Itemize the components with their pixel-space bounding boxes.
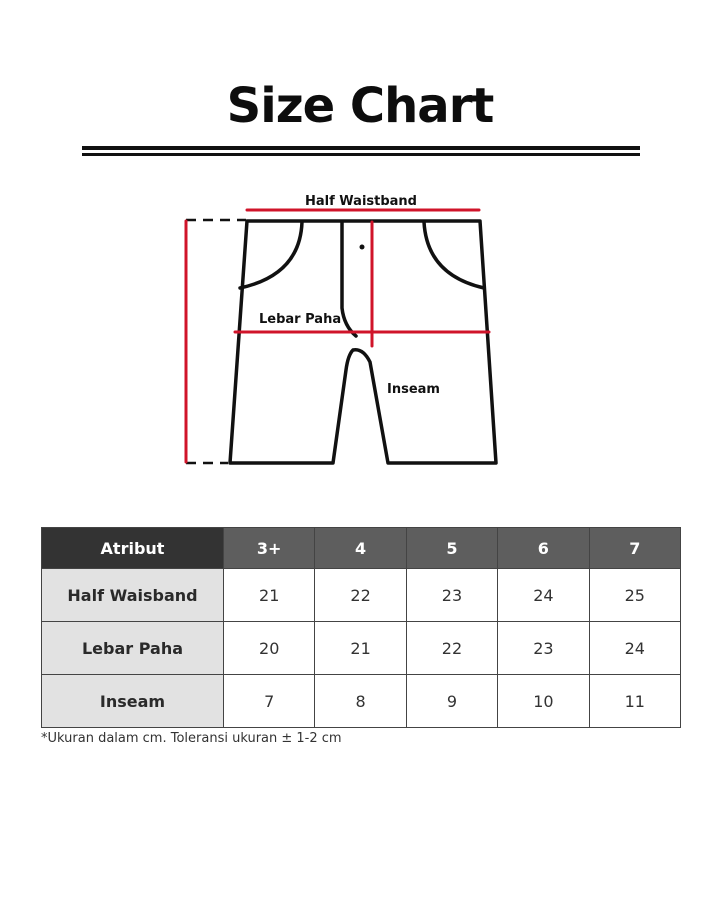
footnote: *Ukuran dalam cm. Toleransi ukuran ± 1-2 cm	[41, 731, 342, 746]
waist-label: Half Waistband	[305, 194, 417, 209]
table-cell: 7	[224, 675, 315, 728]
table-cell: 8	[315, 675, 406, 728]
thigh-label: Lebar Paha	[259, 312, 342, 327]
row-label: Lebar Paha	[42, 622, 224, 675]
title-divider-bottom	[82, 153, 640, 156]
header-size: 4	[315, 528, 406, 569]
table-cell: 9	[406, 675, 497, 728]
size-table	[41, 527, 681, 728]
table-cell: 22	[406, 622, 497, 675]
title-divider-top	[82, 146, 640, 150]
table-cell: 23	[406, 569, 497, 622]
table-header-row	[42, 528, 681, 569]
header-size: 3+	[224, 528, 315, 569]
row-label: Half Waisband	[42, 569, 224, 622]
table-row	[42, 569, 681, 622]
button-dot	[360, 245, 365, 250]
table-cell: 24	[589, 622, 680, 675]
table-cell: 22	[315, 569, 406, 622]
shorts-outline	[230, 221, 496, 463]
table-cell: 21	[315, 622, 406, 675]
row-label: Inseam	[42, 675, 224, 728]
header-size: 6	[498, 528, 589, 569]
table-cell: 20	[224, 622, 315, 675]
header-size: 7	[589, 528, 680, 569]
table-cell: 23	[498, 622, 589, 675]
header-attribute: Atribut	[42, 528, 224, 569]
shorts-diagram	[0, 180, 720, 480]
table-row	[42, 675, 681, 728]
table-cell: 24	[498, 569, 589, 622]
table-row	[42, 622, 681, 675]
table-cell: 25	[589, 569, 680, 622]
table-cell: 11	[589, 675, 680, 728]
table-cell: 10	[498, 675, 589, 728]
page-title: Size Chart	[226, 78, 494, 134]
table-cell: 21	[224, 569, 315, 622]
header-size: 5	[406, 528, 497, 569]
inseam-label: Inseam	[387, 382, 440, 397]
